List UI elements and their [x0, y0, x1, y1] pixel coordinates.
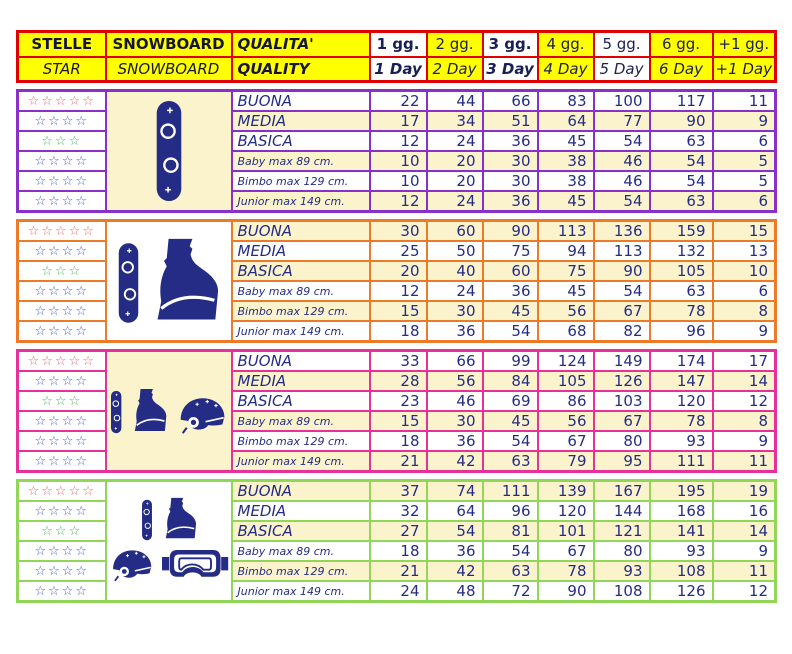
- price-cell: 105: [650, 261, 713, 281]
- price-cell: 36: [483, 191, 538, 212]
- price-cell: 54: [594, 191, 650, 212]
- star-icons: ☆☆☆☆: [34, 153, 90, 169]
- star-icons: ☆☆☆☆☆: [27, 93, 96, 109]
- price-cell: 16: [713, 501, 776, 521]
- price-cell: 54: [594, 131, 650, 151]
- star-icons: ☆☆☆☆: [34, 433, 90, 449]
- quality-label: MEDIA: [232, 111, 370, 131]
- star-rating: [18, 411, 106, 431]
- price-cell: 78: [538, 561, 594, 581]
- price-cell: 56: [427, 371, 483, 391]
- price-cell: 6: [713, 131, 776, 151]
- price-cell: 84: [483, 371, 538, 391]
- star-rating: [18, 241, 106, 261]
- price-cell: 95: [594, 451, 650, 472]
- price-cell: 46: [594, 171, 650, 191]
- price-cell: 18: [370, 541, 427, 561]
- price-cell: 20: [427, 171, 483, 191]
- price-cell: 48: [427, 581, 483, 602]
- header-stelle: STELLE: [18, 32, 106, 57]
- price-cell: 6: [713, 191, 776, 212]
- header-day-1-gg: 1 gg.: [370, 32, 427, 57]
- star-rating: [18, 191, 106, 212]
- price-cell: 64: [427, 501, 483, 521]
- star-icons: ☆☆☆☆: [34, 113, 90, 129]
- header-day-3-day: 3 Day: [483, 57, 538, 82]
- price-cell: 30: [427, 411, 483, 431]
- price-cell: 27: [370, 521, 427, 541]
- star-icons: ☆☆☆☆: [34, 543, 90, 559]
- price-cell: 54: [594, 281, 650, 301]
- price-cell: 30: [427, 301, 483, 321]
- price-cell: 149: [594, 351, 650, 372]
- goggles-icon: [162, 543, 228, 585]
- header-day-5-gg: 5 gg.: [594, 32, 650, 57]
- price-cell: 136: [594, 221, 650, 242]
- quality-label: Baby max 89 cm.: [232, 151, 370, 171]
- price-cell: 36: [483, 281, 538, 301]
- price-cell: 13: [713, 241, 776, 261]
- price-cell: 117: [650, 91, 713, 112]
- price-cell: 111: [650, 451, 713, 472]
- snowboard-icon: [152, 99, 186, 203]
- price-cell: 24: [370, 581, 427, 602]
- star-icons: ☆☆☆☆: [34, 503, 90, 519]
- price-cell: 79: [538, 451, 594, 472]
- price-cell: 63: [483, 561, 538, 581]
- price-cell: 96: [483, 501, 538, 521]
- price-cell: 56: [538, 301, 594, 321]
- quality-label: BUONA: [232, 221, 370, 242]
- star-rating: [18, 171, 106, 191]
- price-cell: 86: [538, 391, 594, 411]
- header-day-2-day: 2 Day: [427, 57, 483, 82]
- price-cell: 54: [650, 151, 713, 171]
- price-cell: 54: [650, 171, 713, 191]
- header-quality: QUALITY: [232, 57, 370, 82]
- star-rating: [18, 541, 106, 561]
- header-day-2-gg: 2 gg.: [427, 32, 483, 57]
- quality-label: MEDIA: [232, 241, 370, 261]
- price-cell: 100: [594, 91, 650, 112]
- price-cell: 50: [427, 241, 483, 261]
- price-cell: 19: [713, 481, 776, 502]
- price-cell: 38: [538, 171, 594, 191]
- price-cell: 78: [650, 301, 713, 321]
- star-icons: ☆☆☆☆: [34, 173, 90, 189]
- price-cell: 11: [713, 91, 776, 112]
- price-cell: 67: [594, 411, 650, 431]
- price-cell: 38: [538, 151, 594, 171]
- equipment-icons: [106, 91, 232, 212]
- star-icons: ☆☆☆☆: [34, 583, 90, 599]
- price-cell: 63: [650, 191, 713, 212]
- price-cell: 66: [427, 351, 483, 372]
- star-rating: [18, 151, 106, 171]
- price-cell: 6: [713, 281, 776, 301]
- price-cell: 45: [483, 301, 538, 321]
- star-rating: [18, 111, 106, 131]
- price-cell: 111: [483, 481, 538, 502]
- price-cell: 10: [370, 151, 427, 171]
- price-cell: 12: [713, 581, 776, 602]
- price-cell: 20: [427, 151, 483, 171]
- price-cell: 18: [370, 431, 427, 451]
- equipment-icons: [106, 221, 232, 342]
- price-cell: 21: [370, 561, 427, 581]
- price-cell: 90: [594, 261, 650, 281]
- star-icons: ☆☆☆☆☆: [27, 223, 96, 239]
- price-cell: 74: [427, 481, 483, 502]
- price-cell: 68: [538, 321, 594, 342]
- section-snowboard-boots-helmet: [16, 349, 777, 473]
- quality-label: MEDIA: [232, 501, 370, 521]
- price-cell: 56: [538, 411, 594, 431]
- price-cell: 11: [713, 451, 776, 472]
- price-cell: 147: [650, 371, 713, 391]
- price-cell: 28: [370, 371, 427, 391]
- star-rating: [18, 391, 106, 411]
- star-rating: [18, 431, 106, 451]
- price-row: [18, 481, 776, 502]
- star-rating: [18, 581, 106, 602]
- price-cell: 159: [650, 221, 713, 242]
- quality-label: Baby max 89 cm.: [232, 541, 370, 561]
- star-icons: ☆☆☆: [41, 133, 83, 149]
- price-cell: 46: [427, 391, 483, 411]
- price-cell: 14: [713, 521, 776, 541]
- price-cell: 42: [427, 451, 483, 472]
- price-cell: 67: [594, 301, 650, 321]
- header-table: [16, 30, 777, 83]
- section-snowboard-boots: [16, 219, 777, 343]
- price-cell: 113: [538, 221, 594, 242]
- price-cell: 113: [594, 241, 650, 261]
- quality-label: Bimbo max 129 cm.: [232, 561, 370, 581]
- price-cell: 67: [538, 431, 594, 451]
- price-cell: 120: [650, 391, 713, 411]
- star-icons: ☆☆☆☆: [34, 303, 90, 319]
- price-cell: 66: [483, 91, 538, 112]
- price-cell: 63: [650, 281, 713, 301]
- snowboard-icon: [115, 241, 142, 325]
- price-cell: 30: [370, 221, 427, 242]
- price-cell: 75: [538, 261, 594, 281]
- section-snowboard-only: [16, 89, 777, 213]
- price-row: [18, 91, 776, 112]
- price-cell: 14: [713, 371, 776, 391]
- price-cell: 93: [650, 431, 713, 451]
- equipment-icons: [106, 351, 232, 472]
- price-cell: 45: [538, 191, 594, 212]
- price-cell: 67: [538, 541, 594, 561]
- price-cell: 40: [427, 261, 483, 281]
- price-cell: 69: [483, 391, 538, 411]
- price-cell: 45: [538, 131, 594, 151]
- price-cell: 132: [650, 241, 713, 261]
- price-cell: 30: [483, 151, 538, 171]
- quality-label: Bimbo max 129 cm.: [232, 431, 370, 451]
- header-qualita: QUALITA': [232, 32, 370, 57]
- price-cell: 54: [427, 521, 483, 541]
- quality-label: BASICA: [232, 131, 370, 151]
- price-cell: 9: [713, 111, 776, 131]
- star-rating: [18, 481, 106, 502]
- star-rating: [18, 221, 106, 242]
- price-cell: 24: [427, 281, 483, 301]
- price-cell: 25: [370, 241, 427, 261]
- price-cell: 51: [483, 111, 538, 131]
- price-cell: 17: [370, 111, 427, 131]
- header-day-plus1-gg: +1 gg.: [713, 32, 776, 57]
- price-cell: 174: [650, 351, 713, 372]
- price-cell: 12: [370, 131, 427, 151]
- quality-label: BUONA: [232, 91, 370, 112]
- price-cell: 12: [713, 391, 776, 411]
- price-cell: 22: [370, 91, 427, 112]
- price-cell: 12: [370, 281, 427, 301]
- star-icons: ☆☆☆☆: [34, 193, 90, 209]
- quality-label: Baby max 89 cm.: [232, 411, 370, 431]
- star-icons: ☆☆☆: [41, 263, 83, 279]
- price-cell: 96: [650, 321, 713, 342]
- price-cell: 9: [713, 431, 776, 451]
- star-rating: [18, 521, 106, 541]
- header-day-plus1-day: +1 Day: [713, 57, 776, 82]
- price-cell: 126: [594, 371, 650, 391]
- price-cell: 103: [594, 391, 650, 411]
- quality-label: Bimbo max 129 cm.: [232, 301, 370, 321]
- star-rating: [18, 261, 106, 281]
- section-full-set: [16, 479, 777, 603]
- star-icons: ☆☆☆: [41, 393, 83, 409]
- snowboard-icon: [140, 499, 154, 541]
- star-icons: ☆☆☆: [41, 523, 83, 539]
- boot-icon: [162, 497, 198, 541]
- price-row: [18, 351, 776, 372]
- price-cell: 93: [594, 561, 650, 581]
- price-cell: 80: [594, 431, 650, 451]
- quality-label: BUONA: [232, 351, 370, 372]
- star-rating: [18, 351, 106, 372]
- price-cell: 17: [713, 351, 776, 372]
- star-rating: [18, 321, 106, 342]
- header-star: STAR: [18, 57, 106, 82]
- star-rating: [18, 451, 106, 472]
- price-cell: 54: [483, 541, 538, 561]
- price-cell: 46: [594, 151, 650, 171]
- price-cell: 94: [538, 241, 594, 261]
- price-cell: 10: [713, 261, 776, 281]
- price-cell: 108: [594, 581, 650, 602]
- price-cell: 33: [370, 351, 427, 372]
- price-cell: 15: [370, 411, 427, 431]
- quality-label: Junior max 149 cm.: [232, 451, 370, 472]
- price-cell: 93: [650, 541, 713, 561]
- star-rating: [18, 501, 106, 521]
- price-cell: 24: [427, 131, 483, 151]
- price-cell: 105: [538, 371, 594, 391]
- price-cell: 8: [713, 411, 776, 431]
- price-cell: 10: [370, 171, 427, 191]
- price-cell: 54: [483, 321, 538, 342]
- price-cell: 75: [483, 241, 538, 261]
- price-cell: 36: [483, 131, 538, 151]
- price-cell: 90: [483, 221, 538, 242]
- header-day-6-gg: 6 gg.: [650, 32, 713, 57]
- star-icons: ☆☆☆☆: [34, 243, 90, 259]
- price-cell: 81: [483, 521, 538, 541]
- price-cell: 9: [713, 541, 776, 561]
- price-cell: 126: [650, 581, 713, 602]
- sections: [16, 89, 776, 603]
- price-cell: 141: [650, 521, 713, 541]
- quality-label: MEDIA: [232, 371, 370, 391]
- star-icons: ☆☆☆☆: [34, 563, 90, 579]
- header-day-5-day: 5 Day: [594, 57, 650, 82]
- price-cell: 144: [594, 501, 650, 521]
- price-cell: 108: [650, 561, 713, 581]
- header-row-italian: [18, 32, 776, 57]
- price-cell: 8: [713, 301, 776, 321]
- price-cell: 5: [713, 171, 776, 191]
- price-cell: 78: [650, 411, 713, 431]
- price-cell: 124: [538, 351, 594, 372]
- price-cell: 120: [538, 501, 594, 521]
- header-day-3-gg: 3 gg.: [483, 32, 538, 57]
- price-cell: 36: [427, 321, 483, 342]
- price-cell: 54: [483, 431, 538, 451]
- helmet-icon: [176, 392, 228, 438]
- price-cell: 45: [538, 281, 594, 301]
- price-cell: 15: [370, 301, 427, 321]
- price-cell: 121: [594, 521, 650, 541]
- price-cell: 5: [713, 151, 776, 171]
- header-day-4-day: 4 Day: [538, 57, 594, 82]
- header-day-4-gg: 4 gg.: [538, 32, 594, 57]
- quality-label: Baby max 89 cm.: [232, 281, 370, 301]
- price-cell: 83: [538, 91, 594, 112]
- price-cell: 44: [427, 91, 483, 112]
- star-icons: ☆☆☆☆: [34, 413, 90, 429]
- star-rating: [18, 281, 106, 301]
- price-cell: 195: [650, 481, 713, 502]
- star-icons: ☆☆☆☆: [34, 453, 90, 469]
- price-cell: 21: [370, 451, 427, 472]
- star-icons: ☆☆☆☆: [34, 373, 90, 389]
- price-cell: 99: [483, 351, 538, 372]
- quality-label: BASICA: [232, 521, 370, 541]
- boot-icon: [131, 384, 168, 438]
- price-cell: 30: [483, 171, 538, 191]
- price-cell: 77: [594, 111, 650, 131]
- header-snowboard-it: SNOWBOARD: [106, 32, 232, 57]
- price-cell: 72: [483, 581, 538, 602]
- quality-label: BASICA: [232, 261, 370, 281]
- price-row: [18, 221, 776, 242]
- price-cell: 11: [713, 561, 776, 581]
- star-rating: [18, 131, 106, 151]
- price-cell: 64: [538, 111, 594, 131]
- star-icons: ☆☆☆☆: [34, 283, 90, 299]
- price-cell: 82: [594, 321, 650, 342]
- price-cell: 80: [594, 541, 650, 561]
- quality-label: Bimbo max 129 cm.: [232, 171, 370, 191]
- quality-label: BUONA: [232, 481, 370, 502]
- header-row-english: [18, 57, 776, 82]
- price-cell: 167: [594, 481, 650, 502]
- equipment-icons: [106, 481, 232, 602]
- price-cell: 168: [650, 501, 713, 521]
- header-day-1-day: 1 Day: [370, 57, 427, 82]
- price-cell: 24: [427, 191, 483, 212]
- star-icons: ☆☆☆☆: [34, 323, 90, 339]
- price-cell: 36: [427, 541, 483, 561]
- price-cell: 45: [483, 411, 538, 431]
- quality-label: Junior max 149 cm.: [232, 581, 370, 602]
- quality-label: BASICA: [232, 391, 370, 411]
- price-cell: 60: [483, 261, 538, 281]
- price-cell: 90: [650, 111, 713, 131]
- price-cell: 34: [427, 111, 483, 131]
- snowboard-icon: [109, 386, 123, 438]
- header-day-6-day: 6 Day: [650, 57, 713, 82]
- star-rating: [18, 91, 106, 112]
- quality-label: Junior max 149 cm.: [232, 191, 370, 212]
- price-cell: 60: [427, 221, 483, 242]
- star-rating: [18, 561, 106, 581]
- star-icons: ☆☆☆☆☆: [27, 483, 96, 499]
- price-cell: 15: [713, 221, 776, 242]
- price-cell: 23: [370, 391, 427, 411]
- header-snowboard-en: SNOWBOARD: [106, 57, 232, 82]
- price-cell: 12: [370, 191, 427, 212]
- price-cell: 20: [370, 261, 427, 281]
- price-cell: 9: [713, 321, 776, 342]
- price-cell: 18: [370, 321, 427, 342]
- price-cell: 101: [538, 521, 594, 541]
- price-cell: 90: [538, 581, 594, 602]
- price-cell: 63: [650, 131, 713, 151]
- price-cell: 37: [370, 481, 427, 502]
- price-cell: 139: [538, 481, 594, 502]
- boot-icon: [150, 237, 222, 325]
- star-rating: [18, 301, 106, 321]
- price-cell: 63: [483, 451, 538, 472]
- helmet-icon: [109, 545, 155, 585]
- star-icons: ☆☆☆☆☆: [27, 353, 96, 369]
- price-cell: 42: [427, 561, 483, 581]
- quality-label: Junior max 149 cm.: [232, 321, 370, 342]
- price-cell: 32: [370, 501, 427, 521]
- price-cell: 36: [427, 431, 483, 451]
- star-rating: [18, 371, 106, 391]
